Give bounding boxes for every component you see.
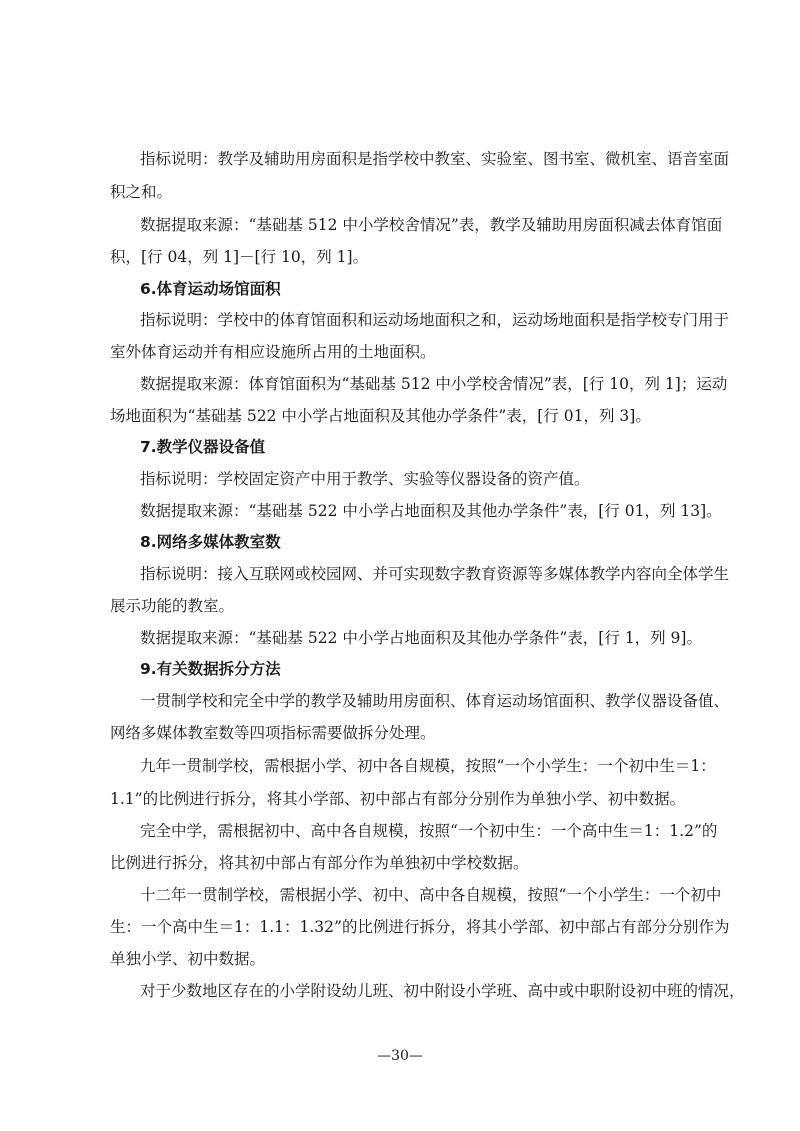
paragraph-line: 网络多媒体教室数等四项指标需要做拆分处理。 xyxy=(110,724,436,742)
section-heading: 9.有关数据拆分方法 xyxy=(140,660,281,678)
paragraph-line: 对于少数地区存在的小学附设幼儿班、初中附设小学班、高中或中职附设初中班的情况， xyxy=(140,982,745,1000)
paragraph-line: 室外体育运动并有相应设施所占用的土地面积。 xyxy=(110,343,436,361)
paragraph-line: 数据提取来源：“基础基 522 中小学占地面积及其他办学条件”表，[行 1，列 9]。 xyxy=(140,629,702,647)
paragraph-line: 场地面积为“基础基 522 中小学占地面积及其他办学条件”表，[行 01，列 3]。 xyxy=(110,407,651,425)
section-heading: 7.教学仪器设备值 xyxy=(140,438,266,456)
paragraph-line: 指标说明：学校中的体育馆面积和运动场地面积之和，运动场地面积是指学校专门用于 xyxy=(140,311,730,329)
paragraph-line: 数据提取来源：体育馆面积为“基础基 512 中小学校舍情况”表，[行 10，列 1]；运动 xyxy=(140,375,728,393)
paragraph-line: 指标说明：学校固定资产中用于教学、实验等仪器设备的资产值。 xyxy=(140,470,590,488)
paragraph-line: 积，[行 04，列 1]－[行 10，列 1]。 xyxy=(110,248,369,266)
paragraph-line: 数据提取来源：“基础基 512 中小学校舍情况”表，教学及辅助用房面积减去体育馆面 xyxy=(140,216,723,234)
paragraph-line: 积之和。 xyxy=(110,183,173,201)
section-heading: 6.体育运动场馆面积 xyxy=(140,280,281,298)
paragraph-line: 指标说明：接入互联网或校园网、并可实现数字教育资源等多媒体教学内容向全体学生 xyxy=(140,565,730,583)
section-heading: 8.网络多媒体教室数 xyxy=(140,533,281,551)
paragraph-line: 九年一贯制学校，需根据小学、初中各自规模，按照“一个小学生：一个初中生＝1： xyxy=(140,757,716,775)
paragraph-line: 单独小学、初中数据。 xyxy=(110,950,266,968)
paragraph-line: 比例进行拆分，将其初中部占有部分作为单独初中学校数据。 xyxy=(110,854,529,872)
paragraph-line: 完全中学，需根据初中、高中各自规模，按照“一个初中生：一个高中生＝1：1.2”的 xyxy=(140,822,718,840)
paragraph-line: 十二年一贯制学校，需根据小学、初中、高中各自规模，按照“一个小学生：一个初中 xyxy=(140,886,722,904)
paragraph-line: 数据提取来源：“基础基 522 中小学占地面积及其他办学条件”表，[行 01，列 13]。 xyxy=(140,502,722,520)
paragraph-line: 一贯制学校和完全中学的教学及辅助用房面积、体育运动场馆面积、教学仪器设备值、 xyxy=(140,692,730,710)
page-number: —30— xyxy=(377,1048,423,1064)
paragraph-line: 展示功能的教室。 xyxy=(110,597,235,615)
paragraph-line: 1.1”的比例进行拆分，将其小学部、初中部占有部分分别作为单独小学、初中数据。 xyxy=(110,790,686,808)
paragraph-line: 指标说明：教学及辅助用房面积是指学校中教室、实验室、图书室、微机室、语音室面 xyxy=(140,150,730,168)
paragraph-line: 生：一个高中生＝1：1.1：1.32”的比例进行拆分，将其小学部、初中部占有部分分别作为 xyxy=(110,918,730,936)
